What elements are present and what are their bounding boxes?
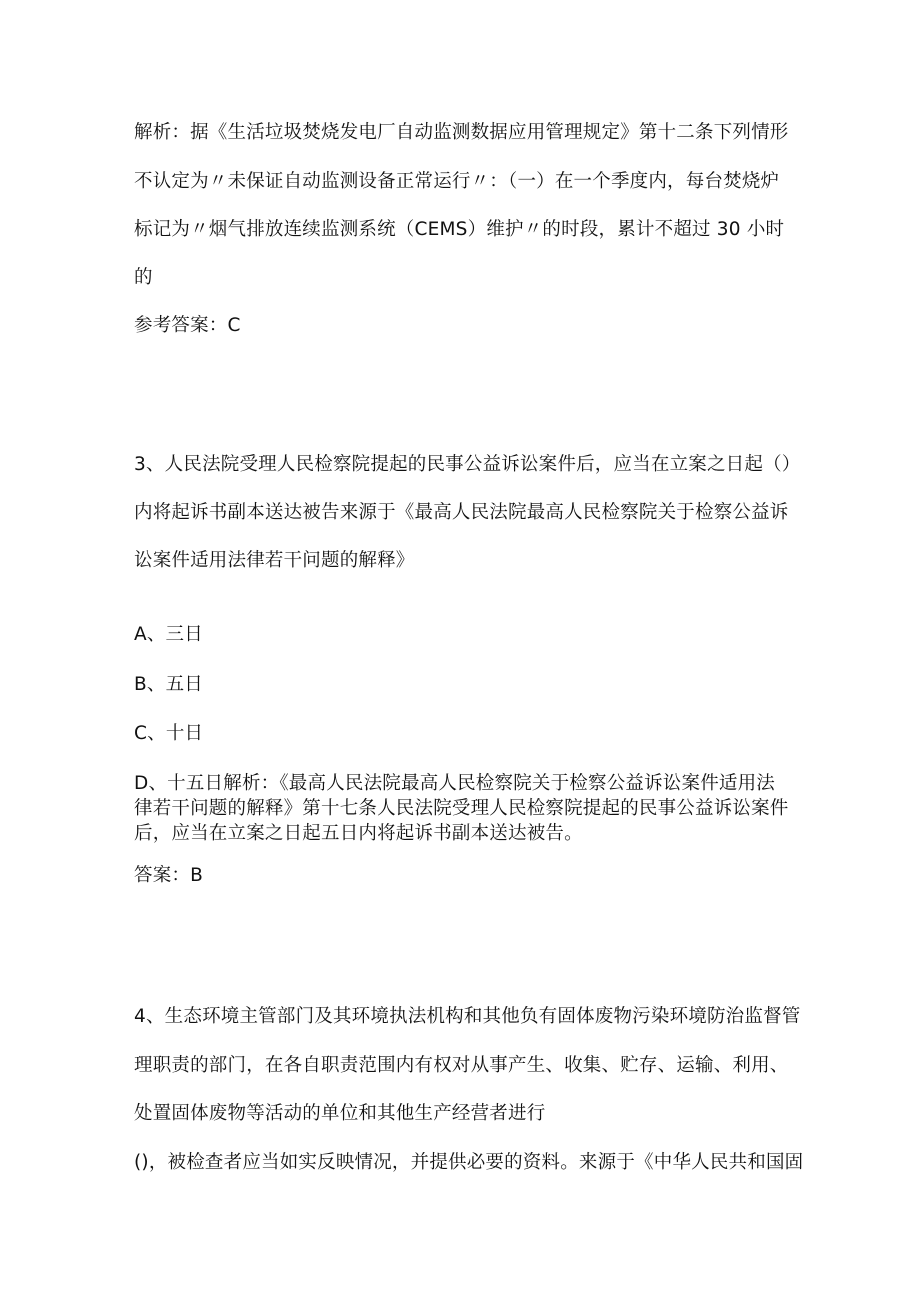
q2-answer: 参考答案：C (134, 315, 241, 336)
q3-option-a: A、三日 (134, 624, 203, 645)
q3-stem-line-1: 3、人民法院受理人民检察院提起的民事公益诉讼案件后，应当在立案之日起（） (134, 454, 801, 475)
q3-stem-line-2: 内将起诉书副本送达被告来源于《最高人民法院最高人民检察院关于检察公益诉 (134, 502, 789, 523)
q2-analysis-line-4: 的 (134, 267, 153, 288)
q4-stem-line-4: ()，被检查者应当如实反映情况，并提供必要的资料。来源于《中华人民共和国固 (134, 1152, 804, 1173)
q4-stem-line-1: 4、生态环境主管部门及其环境执法机构和其他负有固体废物污染环境防治监督管 (134, 1006, 801, 1027)
q3-stem-line-3: 讼案件适用法律若干问题的解释》 (134, 550, 415, 571)
q2-analysis-line-1: 解析：据《生活垃圾焚烧发电厂自动监测数据应用管理规定》第十二条下列情形 (134, 122, 789, 143)
q4-stem-line-2: 理职责的部门，在各自职责范围内有权对从事产生、收集、贮存、运输、利用、 (134, 1055, 789, 1076)
q3-option-d-line-2: 律若干问题的解释》第十七条人民法院受理人民检察院提起的民事公益诉讼案件 (134, 798, 789, 819)
q2-analysis-line-3: 标记为〃烟气排放连续监测系统（CEMS）维护〃的时段，累计不超过 30 小时 (134, 219, 785, 240)
q3-answer: 答案：B (134, 865, 203, 886)
q3-option-d-line-1: D、十五日解析：《最高人民法院最高人民检察院关于检察公益诉讼案件适用法 (134, 773, 775, 794)
q3-option-b: B、五日 (134, 674, 203, 695)
q3-option-d-line-3: 后，应当在立案之日起五日内将起诉书副本送达被告。 (134, 823, 583, 844)
q2-analysis-line-2: 不认定为〃未保证自动监测设备正常运行〃：（一）在一个季度内，每台焚烧炉 (134, 171, 780, 192)
q3-option-c: C、十日 (134, 723, 204, 744)
q4-stem-line-3: 处置固体废物等活动的单位和其他生产经营者进行 (134, 1103, 546, 1124)
